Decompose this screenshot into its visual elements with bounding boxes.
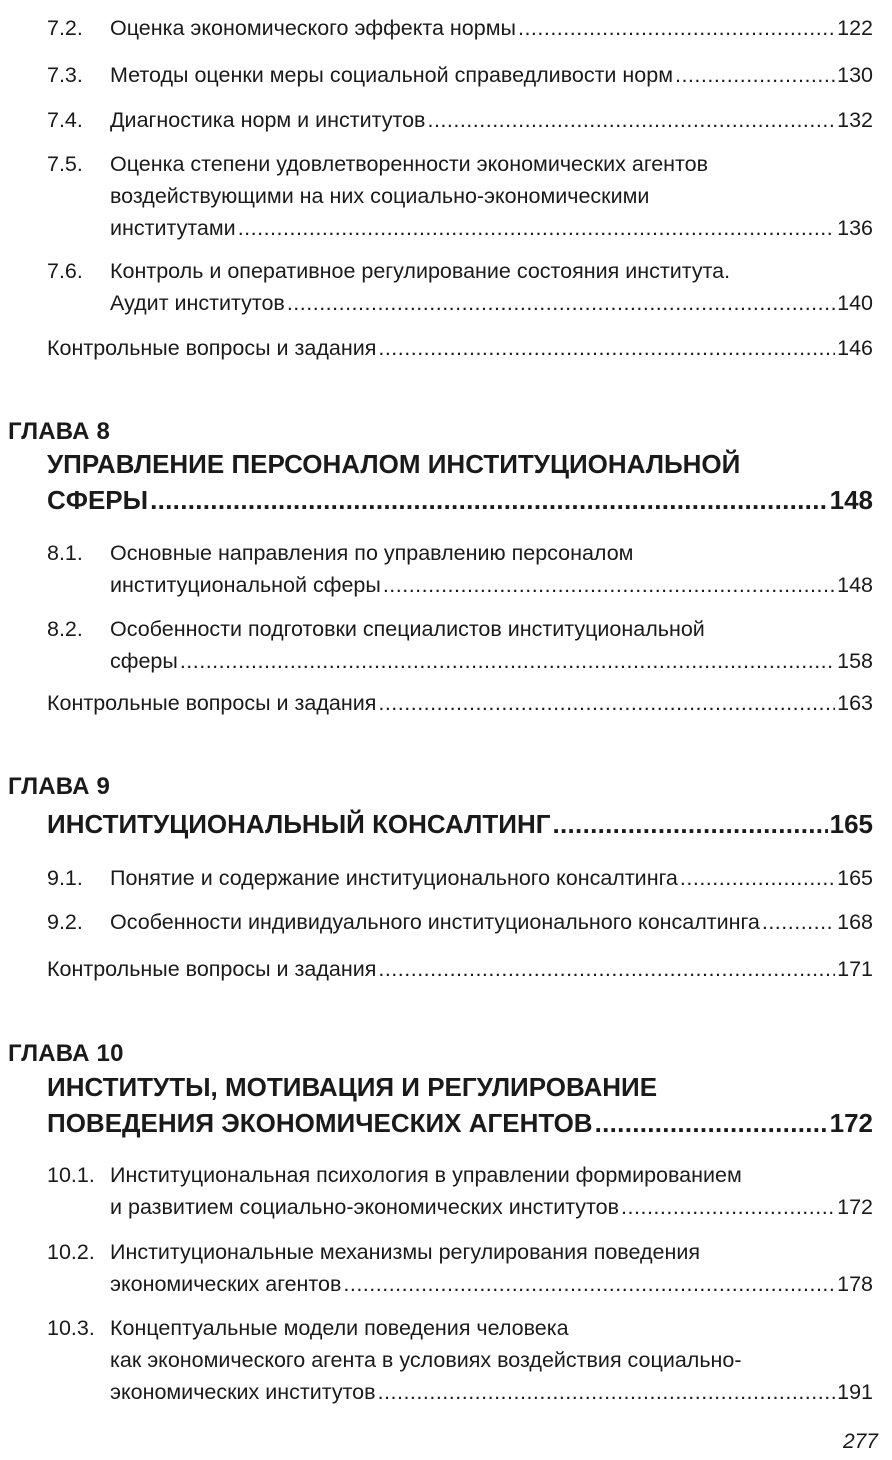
dot-leader <box>180 645 835 677</box>
entry-title: Понятие и содержание институционального консалтинга <box>110 866 678 890</box>
dot-leader <box>378 687 835 719</box>
toc-entry-questions-7 <box>47 332 873 364</box>
toc-entry-8-2 <box>47 613 873 677</box>
chapter-9-label: ГЛАВА 9 <box>8 773 111 800</box>
toc-entry-10-3 <box>47 1312 873 1408</box>
toc-entry-8-1 <box>47 537 873 601</box>
entry-number: 9.1. <box>47 866 83 890</box>
dot-leader <box>287 287 835 319</box>
entry-number: 8.1. <box>47 541 83 565</box>
entry-title-line: Основные направления по управлению персоналом <box>110 541 634 565</box>
entry-title: Контрольные вопросы и задания <box>47 691 377 715</box>
dot-leader <box>378 332 835 364</box>
entry-page: 132 <box>837 108 873 132</box>
dot-leader <box>238 212 835 244</box>
entry-number: 7.2. <box>47 16 83 40</box>
dot-leader <box>378 953 835 985</box>
entry-page: 172 <box>837 1195 873 1219</box>
entry-page: 163 <box>837 691 873 715</box>
dot-leader <box>150 482 828 518</box>
page-number: 277 <box>842 1430 878 1453</box>
toc-entry-10-2 <box>47 1236 873 1300</box>
entry-title-line: как экономического агента в условиях воздействия социально- <box>110 1348 742 1372</box>
entry-title-line: Институциональная психология в управлении формированием <box>110 1163 742 1187</box>
toc-entry-9-1 <box>47 862 873 894</box>
dot-leader <box>518 12 835 44</box>
entry-number: 9.2. <box>47 910 83 934</box>
dot-leader <box>675 59 835 91</box>
dot-leader <box>621 1191 835 1223</box>
dot-leader <box>427 104 835 136</box>
entry-title-line: Аудит институтов <box>110 291 285 315</box>
entry-title-line: Оценка степени удовлетворенности экономических агентов <box>110 152 709 176</box>
chapter-title-line: ПОВЕДЕНИЯ ЭКОНОМИЧЕСКИХ АГЕНТОВ <box>47 1108 593 1138</box>
entry-number: 8.2. <box>47 617 83 641</box>
entry-page: 165 <box>837 866 873 890</box>
entry-page: 178 <box>837 1272 873 1296</box>
entry-page: 146 <box>837 336 873 360</box>
entry-title: Контрольные вопросы и задания <box>47 336 377 360</box>
entry-title-line: институциональной сферы <box>110 573 381 597</box>
dot-leader <box>343 1268 835 1300</box>
entry-number: 7.5. <box>47 152 83 176</box>
chapter-8-label: ГЛАВА 8 <box>8 418 111 445</box>
entry-page: 140 <box>837 291 873 315</box>
toc-entry-7-2 <box>47 12 873 44</box>
entry-title-line: экономических агентов <box>110 1272 342 1296</box>
entry-title-line: сферы <box>110 649 178 673</box>
chapter-10-title <box>47 1069 873 1141</box>
entry-title: Контрольные вопросы и задания <box>47 957 377 981</box>
entry-page: 191 <box>837 1380 873 1404</box>
toc-entry-9-2 <box>47 906 873 938</box>
dot-leader <box>762 906 835 938</box>
entry-title-line: воздействующими на них социально-экономическими <box>110 184 650 208</box>
dot-leader <box>595 1105 828 1141</box>
toc-entry-10-1 <box>47 1159 873 1223</box>
entry-title-line: Концептуальные модели поведения человека <box>110 1316 569 1340</box>
chapter-page: 148 <box>829 485 873 515</box>
toc-entry-questions-9 <box>47 953 873 985</box>
chapter-page: 165 <box>829 809 873 839</box>
entry-page: 158 <box>837 649 873 673</box>
entry-number: 7.3. <box>47 63 83 87</box>
entry-number: 7.6. <box>47 259 83 283</box>
dot-leader <box>552 806 827 842</box>
toc-entry-7-3 <box>47 59 873 91</box>
chapter-title-line: ИНСТИТУЦИОНАЛЬНЫЙ КОНСАЛТИНГ <box>47 809 551 839</box>
chapter-8-title <box>47 446 873 518</box>
entry-number: 10.3. <box>47 1316 95 1340</box>
entry-page: 171 <box>837 957 873 981</box>
entry-number: 7.4. <box>47 108 83 132</box>
entry-title-line: Особенности подготовки специалистов институциональной <box>110 617 705 641</box>
entry-page: 136 <box>837 216 873 240</box>
chapter-10-label: ГЛАВА 10 <box>8 1040 124 1067</box>
toc-entry-7-4 <box>47 104 873 136</box>
entry-title: Оценка экономического эффекта нормы <box>110 16 516 40</box>
entry-title-line: институтами <box>110 216 236 240</box>
entry-page: 130 <box>837 63 873 87</box>
entry-title-line: и развитием социально-экономических институтов <box>110 1195 620 1219</box>
entry-title: Диагностика норм и институтов <box>110 108 426 132</box>
chapter-title-line: СФЕРЫ <box>47 485 149 515</box>
toc-entry-7-6 <box>47 255 873 319</box>
chapter-title-line: УПРАВЛЕНИЕ ПЕРСОНАЛОМ ИНСТИТУЦИОНАЛЬНОЙ <box>47 449 741 479</box>
chapter-9-title <box>47 806 873 842</box>
chapter-title-line: ИНСТИТУТЫ, МОТИВАЦИЯ И РЕГУЛИРОВАНИЕ <box>47 1072 658 1102</box>
toc-entry-7-5 <box>47 148 873 244</box>
entry-title-line: Институциональные механизмы регулирования поведения <box>110 1240 701 1264</box>
dot-leader <box>383 569 835 601</box>
entry-number: 10.2. <box>47 1240 95 1264</box>
entry-title-line: Контроль и оперативное регулирование состояния института. <box>110 259 731 283</box>
entry-title: Методы оценки меры социальной справедливости норм <box>110 63 673 87</box>
dot-leader <box>680 862 835 894</box>
toc-entry-questions-8 <box>47 687 873 719</box>
entry-title-line: экономических институтов <box>110 1380 376 1404</box>
entry-page: 168 <box>837 910 873 934</box>
entry-page: 148 <box>837 573 873 597</box>
chapter-page: 172 <box>829 1108 873 1138</box>
entry-number: 10.1. <box>47 1163 95 1187</box>
dot-leader <box>378 1376 836 1408</box>
entry-page: 122 <box>837 16 873 40</box>
entry-title: Особенности индивидуального институционального консалтинга <box>110 910 760 934</box>
